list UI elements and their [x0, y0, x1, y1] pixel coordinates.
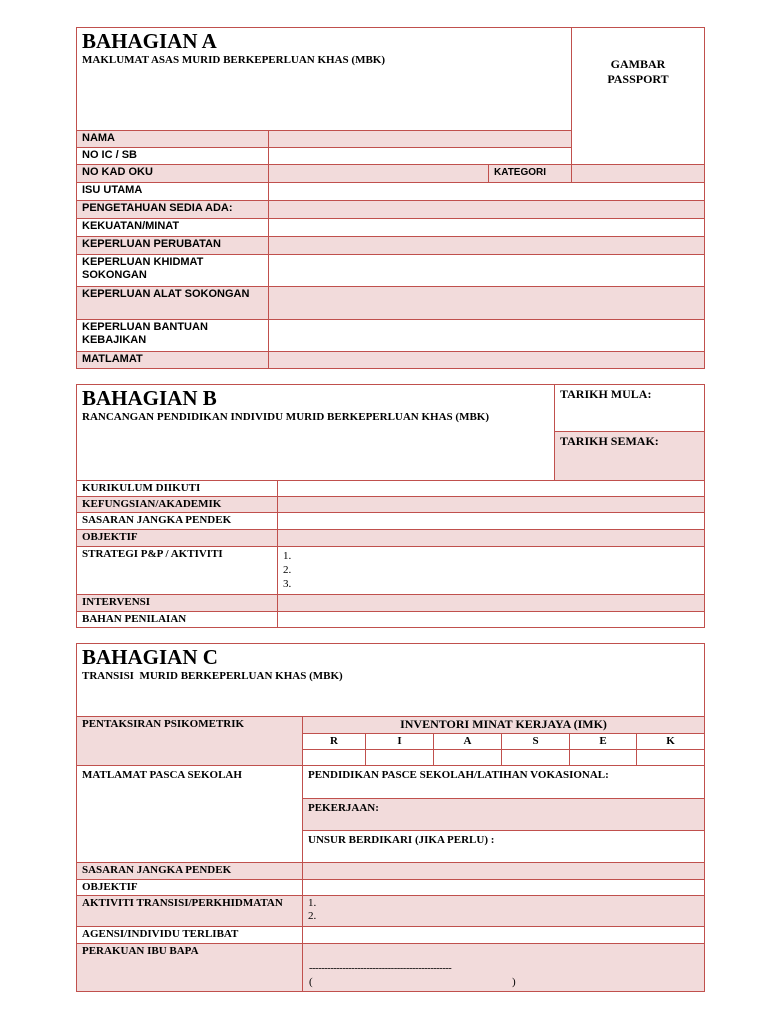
passport-line-2: PASSPORT	[607, 72, 669, 86]
label-perakuan: PERAKUAN IBU BAPA	[76, 943, 303, 992]
label-no-kad-oku: NO KAD OKU	[76, 164, 269, 183]
section-c-title: BAHAGIAN C	[82, 645, 218, 669]
section-a-title: BAHAGIAN A	[82, 29, 217, 53]
label-bahan-penilaian: BAHAN PENILAIAN	[76, 611, 278, 628]
imk-letter-k: K	[636, 733, 705, 750]
imk-score-i[interactable]	[365, 749, 434, 766]
section-b-subtitle: RANCANGAN PENDIDIKAN INDIVIDU MURID BERKEPERLUAN KHAS (MBK)	[82, 411, 490, 423]
label-nama: NAMA	[76, 130, 269, 148]
field-perakuan[interactable]	[302, 943, 705, 992]
imk-score-s[interactable]	[501, 749, 570, 766]
imk-letter-s: S	[501, 733, 570, 750]
signature-line: -----------------------------------------------	[309, 963, 452, 974]
label-perubatan: KEPERLUAN PERUBATAN	[76, 236, 269, 255]
imk-letter-e: E	[569, 733, 637, 750]
section-a-subtitle: MAKLUMAT ASAS MURID BERKEPERLUAN KHAS (MBK)	[82, 54, 386, 66]
label-khidmat-sokongan: KEPERLUAN KHIDMAT SOKONGAN	[76, 254, 269, 287]
field-khidmat-sokongan[interactable]	[268, 254, 705, 287]
field-kategori[interactable]	[571, 164, 705, 183]
imk-header: INVENTORI MINAT KERJAYA (IMK)	[302, 716, 705, 734]
paren-open: (	[309, 976, 313, 988]
field-isu-utama[interactable]	[268, 182, 705, 201]
label-kurikulum: KURIKULUM DIIKUTI	[76, 480, 278, 497]
aktiviti-item-2: 2.	[308, 910, 317, 922]
label-alat-sokongan: KEPERLUAN ALAT SOKONGAN	[76, 286, 269, 320]
passport-line-1: GAMBAR	[610, 57, 666, 71]
passport-photo-label	[571, 57, 705, 87]
field-aktiviti-transisi[interactable]	[302, 895, 705, 927]
label-matlamat-pasca: MATLAMAT PASCA SEKOLAH	[76, 765, 303, 863]
field-pendidikan-pasca[interactable]: PENDIDIKAN PASCE SEKOLAH/LATIHAN VOKASIONAL:	[302, 765, 705, 799]
field-nama[interactable]	[268, 130, 572, 148]
paren-close: )	[512, 976, 516, 988]
label-isu-utama: ISU UTAMA	[76, 182, 269, 201]
field-no-kad-oku[interactable]	[268, 164, 489, 183]
field-bantuan-kebajikan[interactable]	[268, 319, 705, 352]
field-sasaran-c[interactable]	[302, 862, 705, 880]
field-bahan-penilaian[interactable]	[277, 611, 705, 628]
imk-letter-i: I	[365, 733, 434, 750]
field-pengetahuan[interactable]	[268, 200, 705, 219]
field-unsur-berdikari[interactable]: UNSUR BERDIKARI (JIKA PERLU) :	[302, 830, 705, 863]
field-objektif-b[interactable]	[277, 529, 705, 547]
imk-letter-r: R	[302, 733, 366, 750]
label-aktiviti-transisi: AKTIVITI TRANSISI/PERKHIDMATAN	[76, 895, 303, 927]
imk-score-k[interactable]	[636, 749, 705, 766]
field-intervensi[interactable]	[277, 594, 705, 612]
label-kategori	[488, 164, 572, 183]
tarikh-semak-cell[interactable]: TARIKH SEMAK:	[554, 431, 705, 481]
field-strategi[interactable]	[277, 546, 705, 595]
imk-score-r[interactable]	[302, 749, 366, 766]
label-kefungsian: KEFUNGSIAN/AKADEMIK	[76, 496, 278, 513]
imk-letter-a: A	[433, 733, 502, 750]
field-no-ic[interactable]	[268, 147, 572, 165]
imk-score-a[interactable]	[433, 749, 502, 766]
label-agensi: AGENSI/INDIVIDU TERLIBAT	[76, 926, 303, 944]
field-perubatan[interactable]	[268, 236, 705, 255]
aktiviti-item-1: 1.	[308, 897, 317, 909]
field-matlamat-a[interactable]	[268, 351, 705, 369]
imk-score-e[interactable]	[569, 749, 637, 766]
label-psikometrik: PENTAKSIRAN PSIKOMETRIK	[76, 716, 303, 766]
label-intervensi: INTERVENSI	[76, 594, 278, 612]
label-strategi: STRATEGI P&P / AKTIVITI	[76, 546, 278, 595]
field-kurikulum[interactable]	[277, 480, 705, 497]
label-pengetahuan: PENGETAHUAN SEDIA ADA:	[76, 200, 269, 219]
section-c-subtitle: TRANSISI MURID BERKEPERLUAN KHAS (MBK)	[82, 670, 343, 682]
label-bantuan-kebajikan: KEPERLUAN BANTUAN KEBAJIKAN	[76, 319, 269, 352]
passport-photo-box	[571, 27, 705, 167]
strategi-item-3: 3.	[283, 578, 292, 590]
label-matlamat-a: MATLAMAT	[76, 351, 269, 369]
label-sasaran-b: SASARAN JANGKA PENDEK	[76, 512, 278, 530]
strategi-item-2: 2.	[283, 564, 292, 576]
field-sasaran-b[interactable]	[277, 512, 705, 530]
section-b-title: BAHAGIAN B	[82, 386, 217, 410]
field-objektif-c[interactable]	[302, 879, 705, 896]
field-kekuatan[interactable]	[268, 218, 705, 237]
label-objektif-c: OBJEKTIF	[76, 879, 303, 896]
label-kekuatan: KEKUATAN/MINAT	[76, 218, 269, 237]
label-sasaran-c: SASARAN JANGKA PENDEK	[76, 862, 303, 880]
field-agensi[interactable]	[302, 926, 705, 944]
field-kefungsian[interactable]	[277, 496, 705, 513]
label-objektif-b: OBJEKTIF	[76, 529, 278, 547]
kategori-text: KATEGORI	[494, 167, 547, 178]
field-pekerjaan[interactable]: PEKERJAAN:	[302, 798, 705, 831]
field-alat-sokongan[interactable]	[268, 286, 705, 320]
tarikh-mula-cell[interactable]: TARIKH MULA:	[554, 384, 705, 432]
label-no-ic: NO IC / SB	[76, 147, 269, 165]
strategi-item-1: 1.	[283, 550, 292, 562]
